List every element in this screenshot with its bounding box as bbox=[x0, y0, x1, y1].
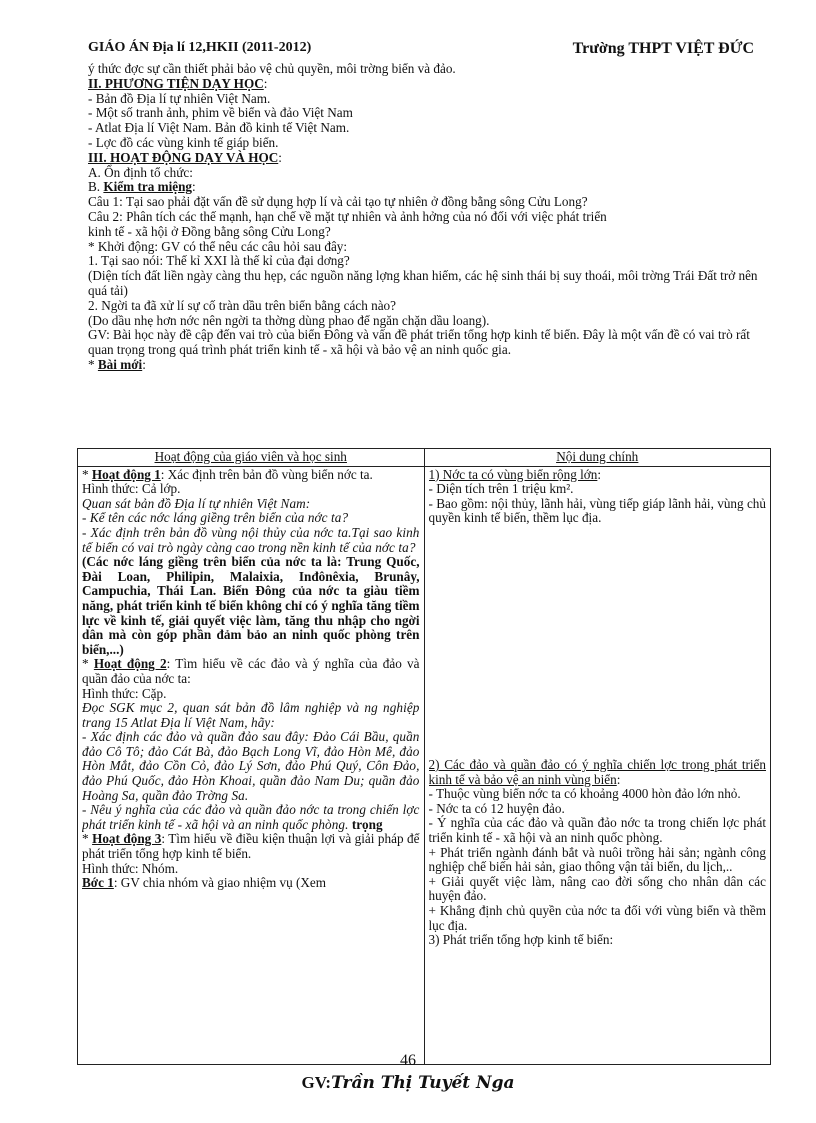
activity-2: * Hoạt động 2: Tìm hiểu về các đảo và ý nghĩa của đảo và quần đảo của nớc ta: bbox=[82, 656, 420, 686]
prompt-1-answer: (Diện tích đất liền ngày càng thu hẹp, các nguồn năng lợng khan hiếm, các hệ sinh thái bị suy thoái, môi trờng Trái Đất trở nên quá tải) bbox=[88, 268, 758, 298]
warmup: * Khởi động: GV có thể nêu các câu hỏi sau đây: bbox=[88, 238, 348, 254]
activity-3-step-1: Bớc 1: GV chia nhóm và giao nhiệm vụ (Xem bbox=[82, 875, 327, 891]
lesson-plan-title: GIÁO ÁN Địa lí 12,HKII (2011-2012) bbox=[88, 40, 312, 55]
materials-item: - Lợc đồ các vùng kinh tế giáp biển. bbox=[88, 134, 279, 150]
activity-3-form: Hình thức: Nhóm. bbox=[82, 860, 179, 876]
content-1-item: - Bao gồm: nội thủy, lãnh hải, vùng tiếp giáp lãnh hải, vùng chủ quyền kinh tế biển, thềm lục địa. bbox=[428, 495, 766, 526]
activity-1: * Hoạt động 1: Xác định trên bản đồ vùng biển nớc ta. bbox=[82, 467, 373, 482]
page-header bbox=[88, 40, 754, 62]
oral-question-2: Câu 2: Phân tích các thế mạnh, hạn chế về mặt tự nhiên và ảnh hởng của nó đối với việc phát triển bbox=[88, 208, 607, 224]
step-b: B. Kiểm tra miệng: bbox=[88, 179, 196, 195]
col-header-content: Nội dung chính bbox=[424, 449, 771, 467]
section-2-heading: II. PHƯƠNG TIỆN DẠY HỌC: bbox=[88, 75, 268, 91]
content-2-item: - Nớc ta có 12 huyện đảo. bbox=[428, 800, 565, 816]
activity-3: * Hoạt động 3: Tìm hiểu về điều kiện thuận lợi và giải pháp để phát triển tổng hợp kinh tế biển. bbox=[82, 831, 420, 862]
content-cell bbox=[424, 466, 771, 1064]
oral-question-2-cont: kinh tế - xã hội ở Đồng bằng sông Cửu Long? bbox=[88, 223, 331, 239]
col-header-activities: Hoạt động của giáo viên và học sinh bbox=[78, 449, 425, 467]
prompt-1: 1. Tại sao nói: Thế kỉ XXI là thế kỉ của đại dơng? bbox=[88, 253, 350, 269]
activity-2-read: Đọc SGK mục 2, quan sát bản đồ lâm nghiệp và ng nghiệp trang 15 Atlat Địa lí Việt Nam, hãy: bbox=[82, 700, 420, 730]
content-gap bbox=[429, 526, 767, 758]
content-2-item: + Khẳng định chủ quyền của nớc ta đối với vùng biển và thềm lục địa. bbox=[428, 902, 766, 933]
activity-2-task-1: - Xác định các đảo và quần đảo sau đây: Đảo Cái Bầu, quần đảo Cô Tô; đảo Cát Bà, đảo Bạch Long Vĩ, đảo Hòn Mê, đảo Hòn Mắt, đảo Cồn Cỏ, đảo Lý Sơn, đảo Phú Quý, Côn Đảo, đảo Phú Quốc, đảo Hòn Khoai, quần đảo Nam Du; quần đảo Hoàng Sa, quần đảo Trờng Sa. bbox=[82, 729, 420, 803]
activities-cell bbox=[78, 466, 425, 1064]
activity-1-task-2: - Xác định trên bản đồ vùng nội thủy của nớc ta.Tại sao kinh tế biển có vai trò ngày càng cao trong nền kinh tế của nớc ta? bbox=[82, 524, 420, 555]
oral-question-1: Câu 1: Tại sao phải đặt vấn đề sử dụng hợp lí và cải tạo tự nhiên ở đồng bằng sông Cửu Long? bbox=[88, 194, 588, 210]
content-2-heading: 2) Các đảo và quần đảo có ý nghĩa chiến lợc trong phát triển kinh tế và bảo vệ an ninh vùng biển: bbox=[428, 756, 766, 787]
table-row bbox=[78, 466, 771, 1064]
prompt-2: 2. Ngời ta đã xử lí sự cố tràn dầu trên biển bằng cách nào? bbox=[88, 297, 396, 313]
content-2-item: - Thuộc vùng biển nớc ta có khoảng 4000 hòn đảo lớn nhỏ. bbox=[428, 786, 741, 802]
activity-1-answer: (Các nớc láng giềng trên biển của nớc ta là: Trung Quốc, Đài Loan, Philipin, Malaixia, Inđônêxia, Brunây, Campuchia, Thái Lan. Biển Đông của nớc ta giàu tiềm năng, phát triển kinh tế biển không chỉ có ý nghĩa tăng tiềm lực về kinh tế, giải quyết việc làm, tăng thu nhập cho ngời dân mà còn góp phần đảm bảo an ninh quốc phòng trên biển,...) bbox=[82, 554, 420, 657]
gv-intro: GV: Bài học này đề cập đến vai trò của biển Đông và vấn đề phát triển tổng hợp kinh tế biển. Đây là một vấn đề có vai trò rất quan trọng trong quá trình phát triển kinh tế - xã hội và bảo vệ an ninh quốc gia. bbox=[88, 327, 750, 358]
lesson-table bbox=[77, 448, 771, 1065]
activity-1-task-1: - Kể tên các nớc láng giềng trên biển của nớc ta? bbox=[82, 510, 349, 526]
section-3-heading: III. HOẠT ĐỘNG DẠY VÀ HỌC: bbox=[88, 149, 282, 165]
activity-2-task-2: - Nêu ý nghĩa của các đảo và quần đảo nớc ta trong chiến lợc phát triển kinh tế - xã hội và an ninh quốc phòng. trọng bbox=[82, 802, 420, 832]
activity-2-form: Hình thức: Cặp. bbox=[82, 685, 167, 701]
materials-item: - Một số tranh ảnh, phim về biển và đảo Việt Nam bbox=[88, 105, 353, 121]
school-name: Trường THPT VIỆT ĐỨC bbox=[572, 40, 754, 57]
page-number: 46 bbox=[400, 1052, 416, 1069]
content-2-item: + Giải quyết việc làm, nâng cao đời sống cho nhân dân các huyện đảo. bbox=[428, 873, 766, 904]
content-2-item: - Ý nghĩa của các đảo và quần đảo nớc ta trong chiến lợc phát triển kinh tế - xã hội và an ninh quốc phòng. bbox=[428, 815, 766, 845]
table-header-row bbox=[78, 449, 771, 467]
awareness-line: ý thức đợc sự cần thiết phải bảo vệ chủ quyền, môi trờng biển và đảo. bbox=[88, 61, 456, 76]
materials-item: - Bản đồ Địa lí tự nhiên Việt Nam. bbox=[88, 90, 271, 106]
prompt-2-answer: (Do dầu nhẹ hơn nớc nên ngời ta thờng dùng phao để ngăn chặn dầu loang). bbox=[88, 312, 490, 328]
materials-item: - Atlat Địa lí Việt Nam. Bản đồ kinh tế Việt Nam. bbox=[88, 120, 350, 136]
content-1-heading: 1) Nớc ta có vùng biển rộng lớn: bbox=[428, 467, 602, 482]
new-lesson-heading: * Bài mới: bbox=[88, 356, 146, 372]
activity-1-form: Hình thức: Cả lớp. bbox=[82, 481, 181, 497]
teacher-signature: GV:Trần Thị Tuyết Nga bbox=[301, 1073, 515, 1093]
step-a: A. Ổn định tổ chức: bbox=[88, 164, 193, 180]
document-body bbox=[88, 62, 778, 373]
content-3-heading: 3) Phát triển tổng hợp kinh tế biển: bbox=[428, 932, 614, 948]
content-1-item: - Diện tích trên 1 triệu km². bbox=[428, 481, 574, 497]
content-2-item: + Phát triển ngành đánh bắt và nuôi trồng hải sản; ngành công nghiệp chế biến hải sản, giao thông vận tải biển, du lịch,.. bbox=[428, 844, 766, 875]
activity-1-observe: Quan sát bản đồ Địa lí tự nhiên Việt Nam: bbox=[82, 495, 311, 511]
